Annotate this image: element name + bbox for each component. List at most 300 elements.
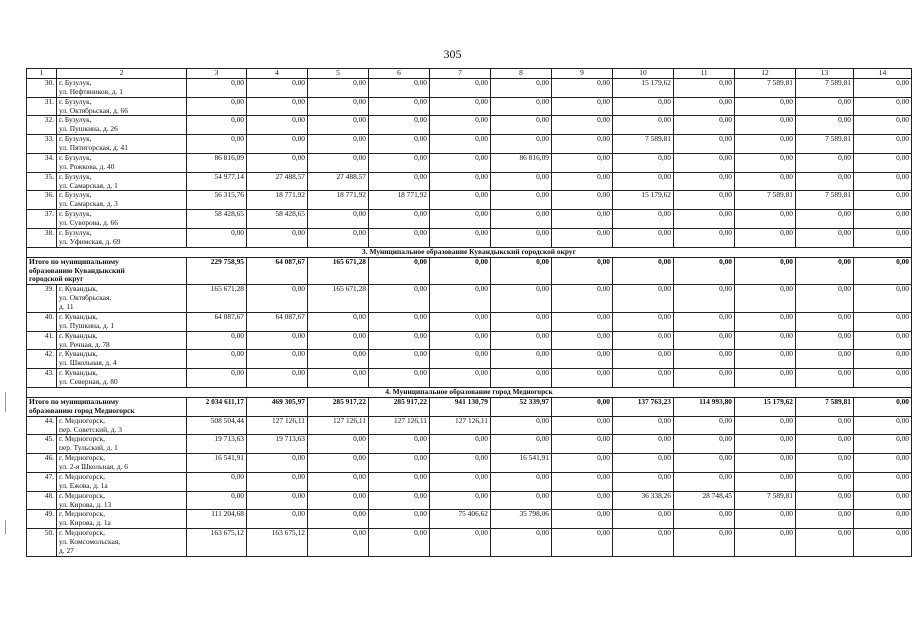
value-cell: 0,00 <box>674 228 735 247</box>
value-cell: 0,00 <box>247 491 308 510</box>
value-cell: 0,00 <box>735 116 796 135</box>
address-cell-line: г. Бузулук, <box>59 190 92 200</box>
value-cell: 0,00 <box>430 78 491 97</box>
value-cell: 16 541,91 <box>491 454 552 473</box>
value-cell: 7 589,81 <box>796 135 854 154</box>
value-cell: 58 428,65 <box>247 210 308 229</box>
value-cell: 0,00 <box>854 491 912 510</box>
value-cell: 0,00 <box>674 116 735 135</box>
address-cell <box>57 435 187 454</box>
row-number: 45. <box>27 435 57 454</box>
address-cell <box>57 331 187 350</box>
value-cell: 163 675,12 <box>187 529 247 557</box>
value-cell: 0,00 <box>247 454 308 473</box>
value-cell: 0,00 <box>796 350 854 369</box>
value-cell: 0,00 <box>796 257 854 285</box>
value-cell: 0,00 <box>796 210 854 229</box>
value-cell: 0,00 <box>854 97 912 116</box>
column-header: 5 <box>308 69 369 79</box>
address-cell-line: г. Бузулук, <box>59 209 92 219</box>
value-cell: 0,00 <box>369 228 430 247</box>
value-cell: 0,00 <box>491 331 552 350</box>
value-cell: 0,00 <box>308 228 369 247</box>
row-number: 50. <box>27 529 57 557</box>
value-cell: 0,00 <box>552 397 613 416</box>
address-cell-line: ул. Кирова, д. 1а <box>59 518 111 528</box>
value-cell: 0,00 <box>796 454 854 473</box>
address-cell-line: г. Кувандык, <box>59 311 98 321</box>
table-row <box>27 350 912 369</box>
value-cell: 127 126,11 <box>247 416 308 435</box>
value-cell: 0,00 <box>735 454 796 473</box>
address-cell-line: г. Бузулук, <box>59 96 92 106</box>
value-cell: 0,00 <box>796 331 854 350</box>
value-cell: 0,00 <box>308 135 369 154</box>
address-cell <box>57 97 187 116</box>
value-cell: 35 798,06 <box>491 510 552 529</box>
value-cell: 0,00 <box>187 369 247 388</box>
value-cell: 0,00 <box>187 491 247 510</box>
address-cell <box>57 135 187 154</box>
value-cell: 127 126,11 <box>430 416 491 435</box>
value-cell: 114 993,80 <box>674 397 735 416</box>
address-cell-line: ул. Комсомольская, <box>59 537 121 546</box>
address-cell-line: ул. Октябрьская, <box>59 293 112 303</box>
value-cell: 18 771,92 <box>308 191 369 210</box>
address-cell <box>57 78 187 97</box>
value-cell: 0,00 <box>854 153 912 172</box>
value-cell: 0,00 <box>613 369 674 388</box>
value-cell: 0,00 <box>430 312 491 331</box>
address-cell-line: г. Медногорск, <box>59 490 105 500</box>
address-cell-line: г. Бузулук, <box>59 77 92 87</box>
value-cell: 0,00 <box>552 435 613 454</box>
value-cell: 0,00 <box>430 191 491 210</box>
value-cell: 0,00 <box>796 97 854 116</box>
value-cell: 0,00 <box>552 416 613 435</box>
value-cell: 0,00 <box>674 153 735 172</box>
page-number: 305 <box>443 47 462 61</box>
value-cell: 0,00 <box>613 285 674 313</box>
address-cell <box>57 312 187 331</box>
value-cell: 7 589,81 <box>796 397 854 416</box>
address-cell-line: пер. Тульский, д. 1 <box>59 443 118 453</box>
value-cell: 2 034 611,17 <box>187 397 247 416</box>
value-cell: 0,00 <box>308 97 369 116</box>
value-cell: 0,00 <box>735 153 796 172</box>
table-row <box>27 191 912 210</box>
value-cell: 0,00 <box>430 116 491 135</box>
value-cell: 0,00 <box>369 285 430 313</box>
value-cell: 0,00 <box>187 135 247 154</box>
value-cell: 0,00 <box>430 285 491 313</box>
address-cell-line: ул. Кирова, д. 13 <box>59 499 112 509</box>
value-cell: 127 126,11 <box>369 416 430 435</box>
value-cell: 127 126,11 <box>308 416 369 435</box>
address-cell-line: ул. Пушкина, д. 26 <box>59 124 118 134</box>
value-cell: 0,00 <box>674 97 735 116</box>
value-cell: 86 816,09 <box>187 153 247 172</box>
value-cell: 0,00 <box>735 210 796 229</box>
address-cell-line: г. Бузулук, <box>59 171 92 181</box>
value-cell: 0,00 <box>187 350 247 369</box>
value-cell: 0,00 <box>796 529 854 557</box>
value-cell: 0,00 <box>613 210 674 229</box>
value-cell: 0,00 <box>187 78 247 97</box>
value-cell: 0,00 <box>854 285 912 313</box>
table-row <box>27 153 912 172</box>
column-header: 11 <box>674 69 735 79</box>
value-cell: 0,00 <box>552 454 613 473</box>
value-cell: 0,00 <box>854 416 912 435</box>
value-cell: 0,00 <box>552 210 613 229</box>
value-cell: 0,00 <box>369 172 430 191</box>
row-number: 39. <box>27 285 57 313</box>
value-cell: 0,00 <box>308 116 369 135</box>
value-cell: 0,00 <box>674 369 735 388</box>
value-cell: 0,00 <box>854 191 912 210</box>
value-cell: 0,00 <box>674 454 735 473</box>
value-cell: 0,00 <box>735 350 796 369</box>
row-number: 44. <box>27 416 57 435</box>
value-cell: 0,00 <box>491 369 552 388</box>
value-cell: 27 488,57 <box>308 172 369 191</box>
row-number: 40. <box>27 312 57 331</box>
value-cell: 0,00 <box>854 172 912 191</box>
value-cell: 0,00 <box>735 97 796 116</box>
value-cell: 0,00 <box>308 435 369 454</box>
value-cell: 0,00 <box>552 257 613 285</box>
address-cell-line: ул. 2-я Школьная, д. 6 <box>59 462 128 471</box>
address-cell-line: г. Кувандык, <box>59 368 98 378</box>
value-cell: 0,00 <box>491 312 552 331</box>
row-number: 37. <box>27 210 57 229</box>
section-title: 3. Муниципальное образование Кувандыкский городской округ <box>27 247 912 257</box>
value-cell: 0,00 <box>552 97 613 116</box>
total-row <box>27 397 912 416</box>
value-cell: 52 339,97 <box>491 397 552 416</box>
row-number: 32. <box>27 116 57 135</box>
row-number: 33. <box>27 135 57 154</box>
value-cell: 0,00 <box>796 116 854 135</box>
value-cell: 0,00 <box>674 210 735 229</box>
value-cell: 0,00 <box>735 369 796 388</box>
value-cell: 0,00 <box>613 97 674 116</box>
value-cell: 229 758,95 <box>187 257 247 285</box>
address-cell-line: д. 27 <box>59 545 74 555</box>
value-cell: 0,00 <box>430 172 491 191</box>
value-cell: 0,00 <box>552 529 613 557</box>
value-cell: 0,00 <box>491 491 552 510</box>
value-cell: 0,00 <box>854 135 912 154</box>
value-cell: 0,00 <box>735 416 796 435</box>
value-cell: 0,00 <box>308 510 369 529</box>
value-cell: 0,00 <box>308 491 369 510</box>
value-cell: 64 087,67 <box>247 257 308 285</box>
value-cell: 28 748,45 <box>674 491 735 510</box>
value-cell: 0,00 <box>308 350 369 369</box>
value-cell: 0,00 <box>430 454 491 473</box>
value-cell: 0,00 <box>796 172 854 191</box>
value-cell: 7 589,81 <box>613 135 674 154</box>
value-cell: 0,00 <box>491 78 552 97</box>
value-cell: 0,00 <box>854 369 912 388</box>
address-cell <box>57 472 187 491</box>
value-cell: 0,00 <box>430 210 491 229</box>
value-cell: 0,00 <box>674 78 735 97</box>
value-cell: 7 589,81 <box>796 78 854 97</box>
row-number: 31. <box>27 97 57 116</box>
value-cell: 0,00 <box>613 153 674 172</box>
value-cell: 0,00 <box>308 454 369 473</box>
value-cell: 0,00 <box>552 191 613 210</box>
total-label-line: Итого по муниципальному <box>29 256 119 266</box>
value-cell: 0,00 <box>613 331 674 350</box>
value-cell: 0,00 <box>491 172 552 191</box>
value-cell: 0,00 <box>491 350 552 369</box>
value-cell: 0,00 <box>552 228 613 247</box>
data-table <box>26 68 912 557</box>
value-cell: 941 130,79 <box>430 397 491 416</box>
margin-mark <box>5 520 6 534</box>
value-cell: 0,00 <box>613 312 674 331</box>
table-row <box>27 416 912 435</box>
value-cell: 0,00 <box>552 285 613 313</box>
table-row <box>27 369 912 388</box>
value-cell: 18 771,92 <box>247 191 308 210</box>
value-cell: 0,00 <box>369 135 430 154</box>
value-cell: 0,00 <box>796 510 854 529</box>
value-cell: 0,00 <box>854 435 912 454</box>
value-cell: 165 671,28 <box>308 285 369 313</box>
value-cell: 285 917,22 <box>308 397 369 416</box>
value-cell: 0,00 <box>674 435 735 454</box>
column-header: 4 <box>247 69 308 79</box>
row-number: 46. <box>27 454 57 473</box>
total-label-line: Итого по муниципальному <box>29 396 119 406</box>
value-cell: 0,00 <box>613 435 674 454</box>
table-row <box>27 312 912 331</box>
address-cell <box>57 153 187 172</box>
value-cell: 36 338,26 <box>613 491 674 510</box>
value-cell: 64 087,67 <box>187 312 247 331</box>
value-cell: 0,00 <box>613 510 674 529</box>
address-cell-line: г. Бузулук, <box>59 115 92 125</box>
value-cell: 137 763,23 <box>613 397 674 416</box>
value-cell: 7 589,81 <box>796 191 854 210</box>
value-cell: 0,00 <box>187 228 247 247</box>
value-cell: 7 589,81 <box>735 191 796 210</box>
address-cell-line: г. Кувандык, <box>59 349 98 359</box>
row-number: 48. <box>27 491 57 510</box>
value-cell: 0,00 <box>735 257 796 285</box>
value-cell: 0,00 <box>674 257 735 285</box>
address-cell-line: ул. Ежова, д. 1а <box>59 480 108 490</box>
value-cell: 15 179,62 <box>735 397 796 416</box>
table-row <box>27 172 912 191</box>
value-cell: 0,00 <box>491 191 552 210</box>
value-cell: 0,00 <box>552 135 613 154</box>
value-cell: 0,00 <box>491 257 552 285</box>
value-cell: 0,00 <box>854 312 912 331</box>
value-cell: 0,00 <box>613 172 674 191</box>
address-cell-line: ул. Самарская, д. 3 <box>59 199 118 209</box>
value-cell: 0,00 <box>552 116 613 135</box>
total-label <box>27 257 187 285</box>
table-row <box>27 97 912 116</box>
row-number: 30. <box>27 78 57 97</box>
value-cell: 0,00 <box>369 454 430 473</box>
value-cell: 469 305,97 <box>247 397 308 416</box>
value-cell: 0,00 <box>735 331 796 350</box>
column-header: 1 <box>27 69 57 79</box>
value-cell: 0,00 <box>613 529 674 557</box>
row-number: 49. <box>27 510 57 529</box>
value-cell: 0,00 <box>247 510 308 529</box>
column-header: 9 <box>552 69 613 79</box>
row-number: 35. <box>27 172 57 191</box>
value-cell: 19 713,63 <box>247 435 308 454</box>
value-cell: 0,00 <box>247 369 308 388</box>
value-cell: 0,00 <box>552 369 613 388</box>
column-header: 14 <box>854 69 912 79</box>
value-cell: 0,00 <box>308 529 369 557</box>
value-cell: 7 589,81 <box>735 78 796 97</box>
value-cell: 0,00 <box>796 472 854 491</box>
value-cell: 15 179,62 <box>613 78 674 97</box>
value-cell: 111 204,68 <box>187 510 247 529</box>
value-cell: 0,00 <box>491 228 552 247</box>
value-cell: 0,00 <box>613 116 674 135</box>
value-cell: 0,00 <box>674 472 735 491</box>
total-label-line: образованию Кувандыкский <box>29 265 125 275</box>
value-cell: 0,00 <box>796 312 854 331</box>
section-header <box>27 247 912 257</box>
total-row <box>27 257 912 285</box>
value-cell: 0,00 <box>674 312 735 331</box>
value-cell: 0,00 <box>491 135 552 154</box>
value-cell: 0,00 <box>308 210 369 229</box>
value-cell: 0,00 <box>247 285 308 313</box>
value-cell: 0,00 <box>796 435 854 454</box>
value-cell: 0,00 <box>854 510 912 529</box>
value-cell: 0,00 <box>735 172 796 191</box>
value-cell: 0,00 <box>430 472 491 491</box>
value-cell: 0,00 <box>247 78 308 97</box>
address-cell <box>57 191 187 210</box>
value-cell: 0,00 <box>796 153 854 172</box>
value-cell: 0,00 <box>369 257 430 285</box>
address-cell <box>57 350 187 369</box>
value-cell: 0,00 <box>854 472 912 491</box>
table-row <box>27 78 912 97</box>
value-cell: 0,00 <box>674 172 735 191</box>
value-cell: 0,00 <box>796 285 854 313</box>
address-cell-line: ул. Нефтяников, д. 1 <box>59 86 123 96</box>
value-cell: 0,00 <box>552 510 613 529</box>
value-cell: 0,00 <box>491 210 552 229</box>
value-cell: 15 179,62 <box>613 191 674 210</box>
table-row <box>27 529 912 557</box>
column-header: 7 <box>430 69 491 79</box>
value-cell: 0,00 <box>308 472 369 491</box>
value-cell: 16 541,91 <box>187 454 247 473</box>
value-cell: 0,00 <box>796 416 854 435</box>
value-cell: 0,00 <box>674 285 735 313</box>
value-cell: 0,00 <box>613 350 674 369</box>
table-row <box>27 331 912 350</box>
value-cell: 0,00 <box>247 116 308 135</box>
address-cell-line: г. Кувандык, <box>59 284 98 294</box>
value-cell: 0,00 <box>552 153 613 172</box>
address-cell-line: ул. Пушкина, д. 1 <box>59 320 115 330</box>
value-cell: 0,00 <box>430 435 491 454</box>
address-cell-line: г. Бузулук, <box>59 152 92 162</box>
row-number: 38. <box>27 228 57 247</box>
value-cell: 0,00 <box>247 350 308 369</box>
value-cell: 0,00 <box>369 510 430 529</box>
value-cell: 0,00 <box>613 257 674 285</box>
row-number: 47. <box>27 472 57 491</box>
address-cell <box>57 116 187 135</box>
value-cell: 0,00 <box>854 210 912 229</box>
value-cell: 0,00 <box>491 416 552 435</box>
row-number: 41. <box>27 331 57 350</box>
value-cell: 0,00 <box>735 510 796 529</box>
value-cell: 0,00 <box>491 472 552 491</box>
value-cell: 0,00 <box>674 529 735 557</box>
value-cell: 0,00 <box>308 331 369 350</box>
value-cell: 0,00 <box>854 116 912 135</box>
address-cell <box>57 228 187 247</box>
table-row <box>27 285 912 313</box>
value-cell: 0,00 <box>369 350 430 369</box>
value-cell: 0,00 <box>369 491 430 510</box>
total-label-line: образованию город Медногорск <box>29 405 135 415</box>
address-cell-line: ул. Самарская, д. 1 <box>59 180 118 190</box>
address-cell <box>57 510 187 529</box>
value-cell: 58 428,65 <box>187 210 247 229</box>
value-cell: 0,00 <box>854 529 912 557</box>
table-row <box>27 435 912 454</box>
value-cell: 0,00 <box>674 331 735 350</box>
address-cell <box>57 416 187 435</box>
value-cell: 0,00 <box>247 153 308 172</box>
value-cell: 0,00 <box>735 285 796 313</box>
value-cell: 0,00 <box>552 350 613 369</box>
header-row <box>27 69 912 79</box>
value-cell: 0,00 <box>552 78 613 97</box>
value-cell: 0,00 <box>187 472 247 491</box>
value-cell: 56 315,76 <box>187 191 247 210</box>
value-cell: 0,00 <box>430 228 491 247</box>
column-header: 10 <box>613 69 674 79</box>
value-cell: 0,00 <box>854 78 912 97</box>
value-cell: 0,00 <box>369 529 430 557</box>
value-cell: 0,00 <box>552 472 613 491</box>
address-cell <box>57 285 187 313</box>
value-cell: 19 713,63 <box>187 435 247 454</box>
column-header: 12 <box>735 69 796 79</box>
table-row <box>27 135 912 154</box>
value-cell: 0,00 <box>735 529 796 557</box>
value-cell: 7 589,81 <box>735 491 796 510</box>
address-cell-line: г. Кувандык, <box>59 330 98 340</box>
value-cell: 0,00 <box>735 435 796 454</box>
value-cell: 0,00 <box>247 97 308 116</box>
row-number: 34. <box>27 153 57 172</box>
total-label <box>27 397 187 416</box>
